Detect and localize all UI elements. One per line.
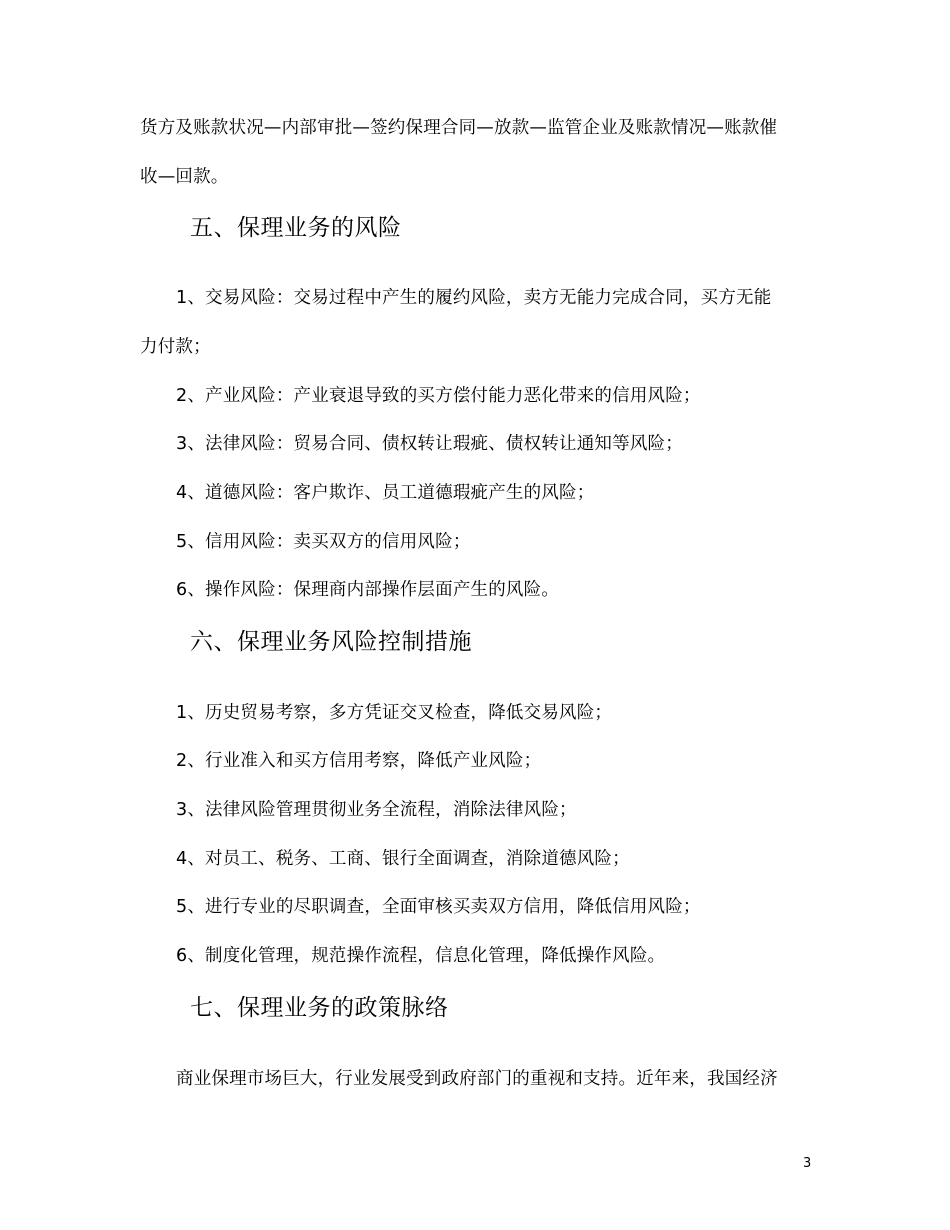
- page-number: 3: [803, 1156, 812, 1171]
- section-6-item-1: 1、历史贸易考察，多方凭证交叉检查，降低交易风险；: [176, 703, 613, 723]
- section-5-item-3: 3、法律风险：贸易合同、债权转让瑕疵、债权转让通知等风险；: [176, 434, 683, 454]
- section-5-item-2: 2、产业风险：产业衰退导致的买方偿付能力恶化带来的信用风险；: [176, 386, 701, 406]
- intro-line-1: 货方及账款状况—内部审批—签约保理合同—放款—监管企业及账款情况—账款催: [140, 118, 778, 138]
- section-6-item-3: 3、法律风险管理贯彻业务全流程，消除法律风险；: [176, 800, 577, 820]
- section-5-heading: 五、保理业务的风险: [190, 215, 402, 241]
- section-6-item-4: 4、对员工、税务、工商、银行全面调查，消除道德风险；: [176, 849, 630, 869]
- section-5-item-6: 6、操作风险：保理商内部操作层面产生的风险。: [176, 580, 560, 600]
- section-6-item-5: 5、进行专业的尽职调查，全面审核买卖双方信用，降低信用风险；: [176, 897, 701, 917]
- section-5-item-1-line-1: 1、交易风险：交易过程中产生的履约风险，卖方无能力完成合同，买方无能: [176, 288, 772, 308]
- section-6-item-2: 2、行业准入和买方信用考察，降低产业风险；: [176, 751, 542, 771]
- section-7-heading: 七、保理业务的政策脉络: [190, 995, 449, 1021]
- section-6-heading: 六、保理业务风险控制措施: [190, 629, 472, 655]
- section-7-paragraph: 商业保理市场巨大，行业发展受到政府部门的重视和支持。近年来，我国经济: [176, 1069, 778, 1089]
- intro-line-2: 收—回款。: [140, 167, 229, 187]
- section-5-item-5: 5、信用风险：卖买双方的信用风险；: [176, 532, 471, 552]
- section-5-item-1-line-2: 力付款；: [140, 337, 211, 357]
- section-6-item-6: 6、制度化管理，规范操作流程，信息化管理，降低操作风险。: [176, 946, 666, 966]
- section-5-item-4: 4、道德风险：客户欺诈、员工道德瑕疵产生的风险；: [176, 483, 595, 503]
